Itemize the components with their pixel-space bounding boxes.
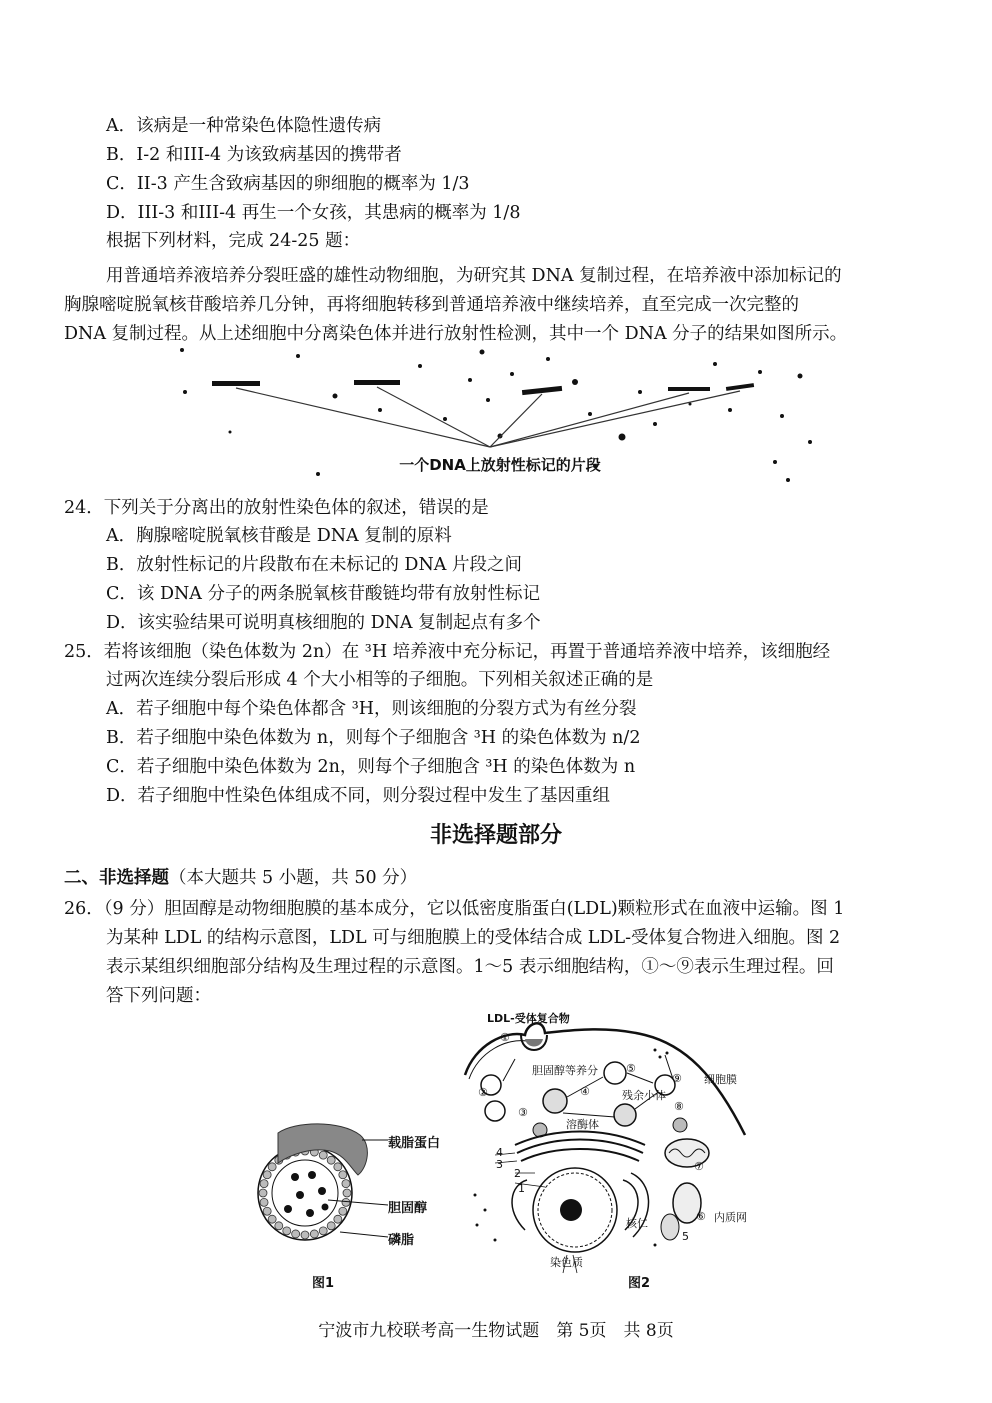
phospholipid-head [260, 1180, 268, 1188]
phospholipid-head [268, 1163, 276, 1171]
q26-line-4: 答下列问题： [106, 986, 211, 1006]
q23-option-b: B．I-2 和III-4 为该致病基因的携带者 [106, 145, 402, 165]
fig2-label-complex: LDL-受体复合物 [487, 1012, 570, 1025]
material-line-2: 胸腺嘧啶脱氧核苷酸培养几分钟，再将细胞转移到普通培养液中继续培养，直至完成一次完整的 [64, 295, 799, 315]
fig2-label-lysosome: 溶酶体 [566, 1118, 599, 1131]
fig1-label-phospholipid: 磷脂 [388, 1233, 415, 1248]
material-intro: 根据下列材料，完成 24-25 题： [106, 231, 361, 251]
fig2-process-3: ③ [518, 1106, 528, 1119]
phospholipid-head [263, 1171, 271, 1179]
phospholipid-head [260, 1198, 268, 1206]
fig2-label-nutrients: 胆固醇等养分 [532, 1064, 598, 1077]
q25-option-b: B．若子细胞中染色体数为 n，则每个子细胞含 ³H 的染色体数为 n/2 [106, 728, 641, 748]
q25-stem-line-1: 25．若将该细胞（染色体数为 2n）在 ³H 培养液中充分标记，再置于普通培养液中培养，该细胞经 [64, 642, 831, 662]
cell-process-figure [455, 1005, 775, 1285]
phospholipid-head [283, 1227, 291, 1235]
fig2-label-chromatin: 染色质 [550, 1256, 583, 1269]
fig2-label-membrane: 细胞膜 [704, 1073, 737, 1086]
fig2-structure-3: 3 [496, 1158, 503, 1171]
fig2-structure-4: 4 [496, 1146, 503, 1159]
q25-option-a: A．若子细胞中每个染色体都含 ³H，则该细胞的分裂方式为有丝分裂 [106, 699, 637, 719]
q24-option-a: A．胸腺嘧啶脱氧核苷酸是 DNA 复制的原料 [106, 526, 452, 546]
phospholipid-head [259, 1189, 267, 1197]
q25-option-c: C．若子细胞中染色体数为 2n，则每个子细胞含 ³H 的染色体数为 n [106, 757, 636, 777]
q25-option-d: D．若子细胞中性染色体组成不同，则分裂过程中发生了基因重组 [106, 786, 611, 806]
fig2-process-2: ② [478, 1086, 488, 1099]
fig2-process-7: ⑦ [694, 1160, 704, 1173]
fig2-label-nucleolus: 核仁 [626, 1217, 648, 1230]
q24-option-c: C．该 DNA 分子的两条脱氧核苷酸链均带有放射性标记 [106, 584, 540, 604]
section-heading-bold: 二、非选择题 [64, 868, 169, 888]
material-line-1: 用普通培养液培养分裂旺盛的雄性动物细胞，为研究其 DNA 复制过程，在培养液中添加标记的 [106, 266, 842, 286]
section-heading [64, 866, 417, 890]
section-heading-rest: （本大题共 5 小题，共 50 分） [169, 868, 418, 888]
q26-line-1: 26．（9 分）胆固醇是动物细胞膜的基本成分，它以低密度脂蛋白(LDL)颗粒形式在血液中运输。图 1 [64, 899, 845, 919]
q23-option-d: D．III-3 和III-4 再生一个女孩，其患病的概率为 1/8 [106, 203, 521, 223]
fig2-structure-2: 2 [514, 1167, 521, 1180]
fig2-caption: 图2 [628, 1276, 651, 1291]
fig1-label-apolipoprotein: 载脂蛋白 [388, 1136, 441, 1151]
fig2-process-5: ⑤ [626, 1062, 636, 1075]
section-title: 非选择题部分 [429, 823, 562, 848]
phospholipid-head [268, 1215, 276, 1223]
fig2-process-9: ⑨ [672, 1072, 682, 1085]
q26-line-3: 表示某组织细胞部分结构及生理过程的示意图。1～5 表示细胞结构，①～⑨表示生理过程。回 [106, 957, 834, 977]
q24-stem: 24．下列关于分离出的放射性染色体的叙述，错误的是 [64, 498, 489, 518]
q26-line-2: 为某种 LDL 的结构示意图，LDL 可与细胞膜上的受体结合成 LDL-受体复合物进入细胞。图 2 [106, 928, 841, 948]
phospholipid-head [275, 1222, 283, 1230]
fig2-process-4: ④ [580, 1085, 590, 1098]
q24-option-d: D．该实验结果可说明真核细胞的 DNA 复制起点有多个 [106, 613, 541, 633]
fig2-label-residual: 残余小体 [622, 1089, 666, 1102]
fig2-structure-1: 1 [518, 1182, 525, 1195]
q24-option-b: B．放射性标记的片段散布在未标记的 DNA 片段之间 [106, 555, 522, 575]
phospholipid-head [292, 1230, 300, 1238]
fig2-process-1: ① [500, 1031, 510, 1044]
q25-stem-line-2: 过两次连续分裂后形成 4 个大小相等的子细胞。下列相关叙述正确的是 [106, 670, 654, 690]
fig1-leader-lines [300, 1130, 390, 1245]
fig1-caption: 图1 [312, 1276, 335, 1291]
fig2-structure-5: 5 [682, 1230, 689, 1243]
fig2-label-er: 内质网 [714, 1211, 747, 1224]
dna-figure-label: 一个DNA上放射性标记的片段 [399, 456, 601, 474]
material-line-3: DNA 复制过程。从上述细胞中分离染色体并进行放射性检测，其中一个 DNA 分子的结果如图所示。 [64, 324, 848, 344]
fig2-process-8: ⑧ [674, 1100, 684, 1113]
q23-option-a: A．该病是一种常染色体隐性遗传病 [106, 116, 382, 136]
q23-option-c: C．II-3 产生含致病基因的卵细胞的概率为 1/3 [106, 174, 470, 194]
fig2-process-6: ⑥ [696, 1210, 706, 1223]
page-footer: 宁波市九校联考高一生物试题 第 5页 共 8页 [318, 1321, 674, 1341]
phospholipid-head [263, 1207, 271, 1215]
dna-autoradiograph-figure [170, 344, 830, 492]
fig1-label-cholesterol: 胆固醇 [388, 1201, 428, 1216]
